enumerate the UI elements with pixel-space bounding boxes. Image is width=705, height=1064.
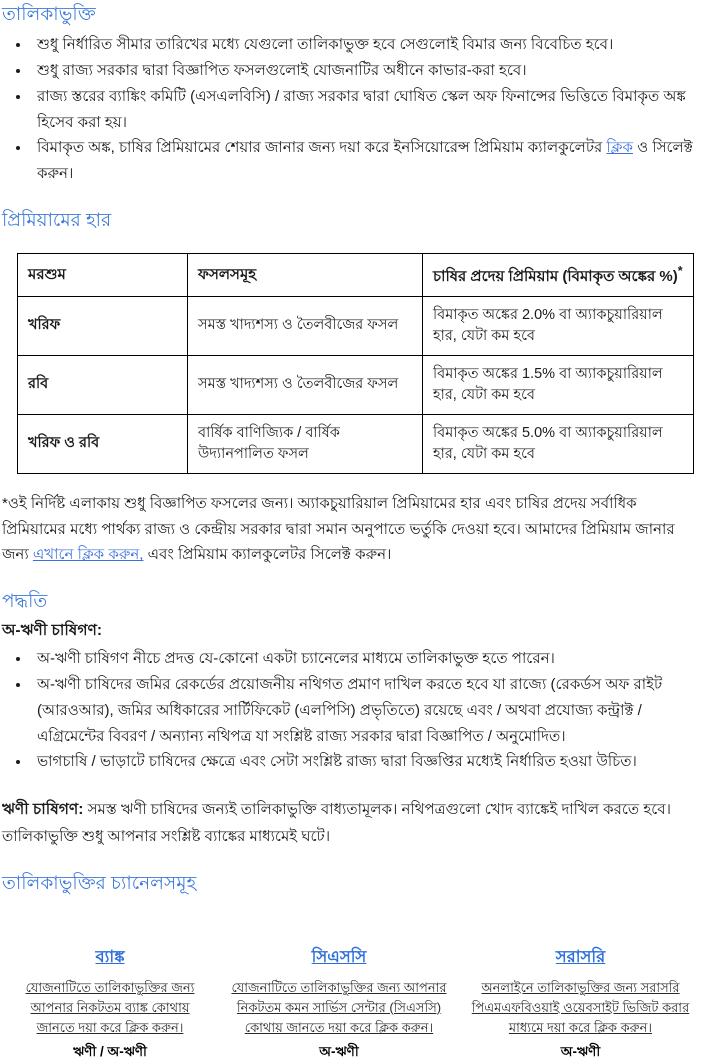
crops-cell: সমস্ত খাদ্যশস্য ও তৈলবীজের ফসল (188, 355, 423, 414)
direct-channel-link[interactable]: সরাসরি (555, 947, 606, 966)
enrollment-bullet: • রাজ্য স্তরের ব্যাঙ্কিং কমিটি (এসএলবিসি) / রাজ্য সরকার দ্বারা ঘোষিত স্কেল অফ ফিনান্সের ভিত্তিতে বিমাকৃত অঙ্ক হিসেব করা হয়। (31, 84, 701, 136)
table-row (18, 296, 694, 355)
premium-footnote (2, 491, 701, 568)
table-row (18, 355, 694, 414)
enrollment-bullet-calculator (31, 135, 701, 187)
premium-click-here-link[interactable]: এখানে ক্লিক করুন, (32, 546, 144, 564)
loanee-farmers-label: ঋণী চাষিগণ: (2, 801, 84, 819)
season-cell: খরিফ ও রবি (18, 414, 188, 473)
method-bullet: • অ-ঋণী চাষিগণ নীচে প্রদত্ত যে-কোনো একটা চ্যানেলের মাধ্যমে তালিকাভুক্ত হতে পারেন। (31, 646, 701, 672)
enrollment-channels-heading: তালিকাভুক্তির চ্যানেলসমূহ (2, 871, 197, 893)
bank-channel-link[interactable]: ব্যাঙ্ক (95, 947, 125, 966)
bank-channel-label: ঋণী / অ-ঋণী (73, 1044, 147, 1060)
premium-rates-table (17, 253, 694, 474)
footnote-text-before: *ওই নির্দিষ্ট এলাকায় শুধু বিজ্ঞাপিত ফসলের জন্য। অ্যাকচুয়ারিয়াল প্রিমিয়ামের হার এবং চাষির প্রদেয় সর্বাধিক প্রিমিয়ামের মধ্যে পার্থক্য রাজ্য ও কেন্দ্রীয় সরকার দ্বারা সমান অনুপাতে ভর্তুকি দেওয়া হবে। আমাদের প্রিমিয়াম জানার জন্য (2, 494, 675, 564)
crops-cell: বার্ষিক বাণিজ্যিক / বার্ষিক উদ্যানপালিত ফসল (188, 414, 423, 473)
direct-channel-description-link[interactable]: অনলাইনে তালিকাভুক্তির জন্য সরাসরি পিএমএফবিওয়াই ওয়েবসাইট ভিজিট করার মাধ্যমে দয়া করে ক্লিক করুন। (471, 979, 690, 1036)
nonloanee-farmers-subheading: অ-ঋণী চাষিগণ: (2, 622, 103, 640)
table-header-row (18, 254, 694, 297)
crops-cell: সমস্ত খাদ্যশস্য ও তৈলবীজের ফসল (188, 296, 423, 355)
method-bullet: • অ-ঋণী চাষিদের জমির রেকর্ডের প্রয়োজনীয় নথিগত প্রমাণ দাখিল করতে হবে যা রাজ্যে (রেকর্ডস অফ রাইট (আরওআর), জমির অধিকারের সার্টিফিকেট (এলপিসি) প্রভৃতিতে) রয়েছে এবং / অথবা প্রযোজ্য কন্ট্রাক্ট / এগ্রিমেন্টের বিবরণ / অন্যান্য নথিপত্র যা সংশ্লিষ্ট রাজ্য সরকার দ্বারা বিজ্ঞাপিত / অনুমোদিত। (31, 672, 701, 749)
rate-cell: বিমাকৃত অঙ্কের 5.0% বা অ্যাকচুয়ারিয়াল হার, যেটা কম হবে (423, 414, 694, 473)
footnote-text-after: এবং প্রিমিয়াম ক্যালকুলেটর সিলেক্ট করুন। (143, 546, 392, 564)
method-bullet-list (2, 646, 701, 775)
premium-rates-heading: প্রিমিয়ামের হার (2, 208, 112, 230)
csc-channel-link[interactable]: সিএসসি (311, 947, 367, 966)
method-heading: পদ্ধতি (2, 590, 48, 612)
loanee-farmers-paragraph (2, 797, 701, 849)
bank-channel-description-link[interactable]: যোজনাটিতে তালিকাভুক্তির জন্য আপনার নিকটতম ব্যাঙ্ক কোথায় জানতে দয়া করে ক্লিক করুন। (25, 979, 195, 1036)
method-bullet: • ভাগচাষি / ভাড়াটে চাষিদের ক্ষেত্রে এবং সেটা সংশ্লিষ্ট রাজ্য দ্বারা বিজ্ঞপ্তির মধ্যেই নির্ধারিত হওয়া উচিত। (31, 749, 701, 775)
season-cell: খরিফ (18, 296, 188, 355)
enrollment-bullet-list (2, 32, 701, 187)
calculator-text-after: ও সিলেক্ট করুন। (37, 139, 693, 183)
calculator-text-before: বিমাকৃত অঙ্ক, চাষির প্রিমিয়ামের শেয়ার জানার জন্য দয়া করে ইনসিয়োরেন্স প্রিমিয়াম ক্যালকুলেটর (37, 139, 607, 157)
channel-card-csc (227, 944, 452, 1064)
csc-channel-label: অ-ঋণী (319, 1044, 359, 1060)
insurance-calculator-click-link[interactable]: ক্লিক (606, 139, 633, 157)
channel-card-direct (468, 944, 693, 1064)
loanee-farmers-text: সমস্ত ঋণী চাষিদের জন্যই তালিকাভুক্তি বাধ্যতামূলক। নথিপত্রগুলো খোদ ব্যাঙ্কেই দাখিল করতে হবে। তালিকাভুক্তি শুধু আপনার সংশ্লিষ্ট ব্যাঙ্কের মাধ্যমেই ঘটে। (2, 801, 671, 845)
rate-cell: বিমাকৃত অঙ্কের 1.5% বা অ্যাকচুয়ারিয়াল হার, যেটা কম হবে (423, 355, 694, 414)
enrollment-bullet: • শুধু রাজ্য সরকার দ্বারা বিজ্ঞাপিত ফসলগুলোই যোজনাটির অধীনে কাভার-করা হবে। (31, 58, 701, 84)
footnote-marker: * (677, 264, 683, 279)
csc-channel-description-link[interactable]: যোজনাটিতে তালিকাভুক্তির জন্য আপনার নিকটতম কমন সার্ভিস সেন্টার (সিএসসি) কোথায় জানতে দয়া করে ক্লিক করুন। (231, 979, 447, 1036)
season-cell: রবি (18, 355, 188, 414)
channel-card-bank (10, 944, 210, 1064)
rate-cell: বিমাকৃত অঙ্কের 2.0% বা অ্যাকচুয়ারিয়াল হার, যেটা কম হবে (423, 296, 694, 355)
enrollment-heading: তালিকাভুক্তি (2, 3, 96, 24)
channels-row (2, 944, 701, 1064)
header-season: মরশুম (18, 254, 188, 297)
table-row (18, 414, 694, 473)
direct-channel-label: অ-ঋণী (560, 1044, 601, 1060)
header-crops: ফসলসমূহ (188, 254, 423, 297)
header-farmer-premium: চাষির প্রদেয় প্রিমিয়াম (বিমাকৃত অঙ্কের %)* (423, 254, 694, 297)
enrollment-bullet: • শুধু নির্ধারিত সীমার তারিখের মধ্যে যেগুলো তালিকাভুক্ত হবে সেগুলোই বিমার জন্য বিবেচিত হবে। (31, 32, 701, 58)
